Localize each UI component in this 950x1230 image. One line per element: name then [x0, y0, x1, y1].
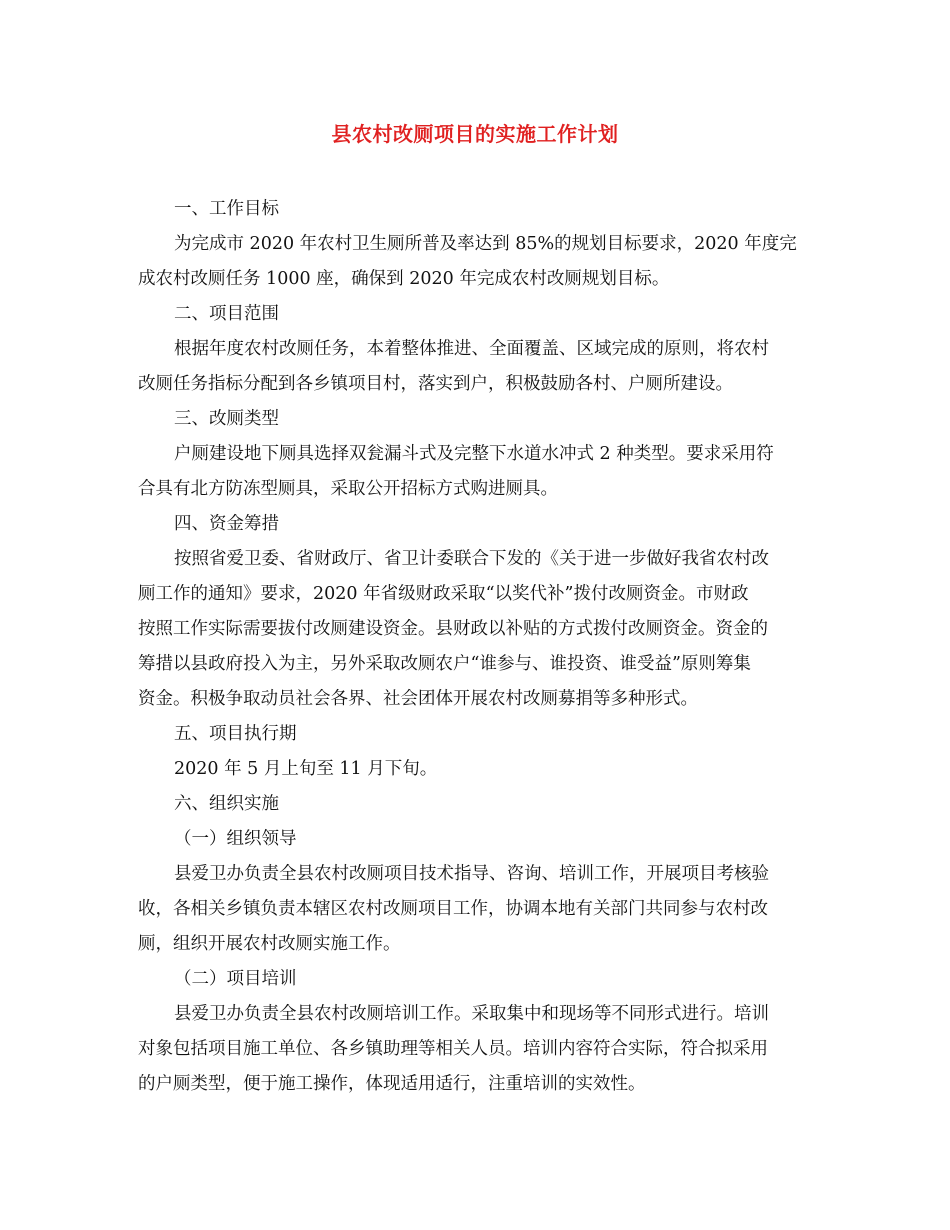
- text-line: 对象包括项目施工单位、各乡镇助理等相关人员。培训内容符合实际，符合拟采用: [138, 1039, 768, 1059]
- text-line: 二、项目范围: [174, 304, 279, 324]
- text-line: （二）项目培训: [174, 969, 297, 989]
- text-line: 资金。积极争取动员社会各界、社会团体开展农村改厕募捐等多种形式。: [138, 689, 698, 709]
- text-line: 县爱卫办负责全县农村改厕培训工作。采取集中和现场等不同形式进行。培训: [174, 1004, 769, 1024]
- section-heading: [138, 787, 814, 822]
- text-line: 户厕建设地下厕具选择双瓮漏斗式及完整下水道水冲式 2 种类型。要求采用符: [174, 444, 774, 464]
- text-line: 按照工作实际需要拔付改厕建设资金。县财政以补贴的方式拨付改厕资金。资金的: [138, 619, 768, 639]
- text-line: 按照省爱卫委、省财政厅、省卫计委联合下发的《关于进一步做好我省农村改: [174, 549, 769, 569]
- text-line: 一、工作目标: [174, 199, 279, 219]
- section-heading: [138, 192, 814, 227]
- text-line: 为完成市 2020 年农村卫生厕所普及率达到 85%的规划目标要求，2020 年度完: [174, 234, 797, 254]
- text-line: （一）组织领导: [174, 829, 297, 849]
- text-line: 根据年度农村改厕任务，本着整体推进、全面覆盖、区域完成的原则，将农村: [174, 339, 769, 359]
- text-line: 成农村改厕任务 1000 座，确保到 2020 年完成农村改厕规划目标。: [138, 269, 670, 289]
- text-line: 收，各相关乡镇负责本辖区农村改厕项目工作，协调本地有关部门共同参与农村改: [138, 899, 768, 919]
- section-heading: [138, 402, 814, 437]
- paragraph: [138, 542, 814, 717]
- text-line: 六、组织实施: [174, 794, 279, 814]
- document-body: [138, 192, 814, 1102]
- text-line: 三、改厕类型: [174, 409, 279, 429]
- text-line: 筹措以县政府投入为主，另外采取改厕农户“谁参与、谁投资、谁受益”原则筹集: [138, 654, 751, 674]
- text-line: 四、资金筹措: [174, 514, 279, 534]
- paragraph: [138, 227, 814, 297]
- subsection-heading: [138, 962, 814, 997]
- paragraph: [138, 857, 814, 962]
- text-line: 改厕任务指标分配到各乡镇项目村，落实到户，积极鼓励各村、户厕所建设。: [138, 374, 733, 394]
- paragraph: [138, 997, 814, 1102]
- paragraph: [138, 437, 814, 507]
- paragraph: [138, 332, 814, 402]
- paragraph: [138, 752, 814, 787]
- text-line: 五、项目执行期: [174, 724, 297, 744]
- document-title: 县农村改厕项目的实施工作计划: [331, 122, 619, 146]
- subsection-heading: [138, 822, 814, 857]
- text-line: 合具有北方防冻型厕具，采取公开招标方式购进厕具。: [138, 479, 558, 499]
- section-heading: [138, 297, 814, 332]
- text-line: 县爱卫办负责全县农村改厕项目技术指导、咨询、培训工作，开展项目考核验: [174, 864, 769, 884]
- text-line: 的户厕类型，便于施工操作，体现适用适行，注重培训的实效性。: [138, 1074, 646, 1094]
- section-heading: [138, 507, 814, 542]
- text-line: 2020 年 5 月上旬至 11 月下旬。: [174, 759, 438, 779]
- section-heading: [138, 717, 814, 752]
- text-line: 厕，组织开展农村改厕实施工作。: [138, 934, 401, 954]
- text-line: 厕工作的通知》要求，2020 年省级财政采取“以奖代补”拨付改厕资金。市财政: [138, 584, 749, 604]
